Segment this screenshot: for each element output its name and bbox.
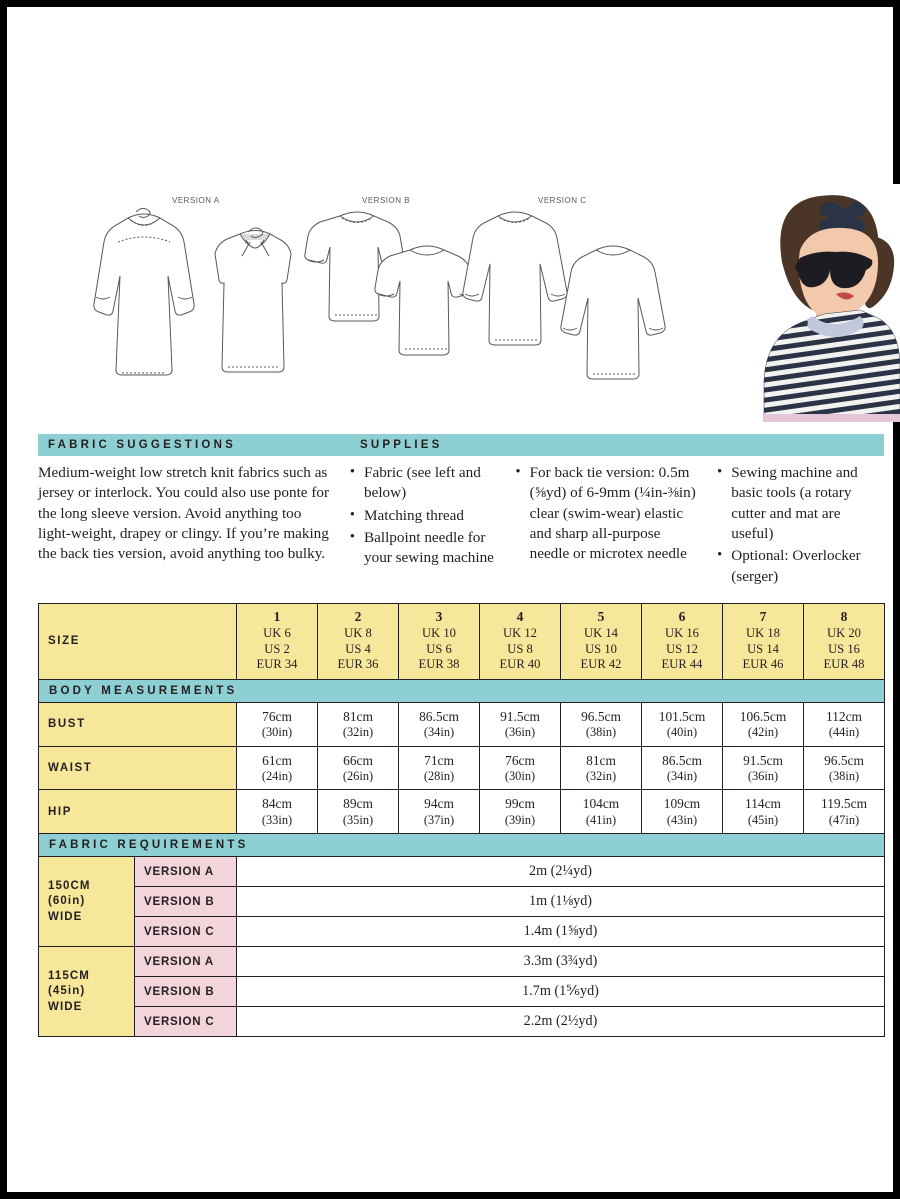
value-in: (36in) (504, 724, 536, 739)
size-column-1 (237, 604, 318, 680)
supplies-item: ● For back tie version: 0.5m (⅝yd) of 6-9mm (¼in-⅜in) clear (swim-wear) elastic and sharp all-purpose needle or microtex needle (516, 463, 704, 565)
fabric-amount: 1.4m (1⅝yd) (237, 917, 885, 947)
fabric-requirements-header-row (39, 834, 885, 857)
size-eur: EUR 36 (337, 657, 379, 672)
value-cm: 119.5cm (821, 796, 867, 812)
value-cm: 66cm (343, 752, 373, 768)
body-measurements-header-cell (39, 679, 885, 702)
fabric-width-150cm (39, 857, 135, 947)
fabric-version-label: VERSION A (135, 857, 237, 887)
supplies-column-1 (350, 463, 516, 589)
size-column-4 (480, 604, 561, 680)
size-us: US 2 (264, 641, 290, 656)
illustration-strip (14, 174, 900, 414)
size-uk: UK 14 (584, 626, 618, 641)
fabric-version-label: VERSION C (135, 1007, 237, 1037)
waist-value-6 (642, 746, 723, 790)
fabric-requirements-header-cell (39, 834, 885, 857)
hip-value-2 (318, 790, 399, 834)
fabric-version-label: VERSION B (135, 887, 237, 917)
width-line-2: (45in) (48, 985, 86, 998)
table-row (39, 947, 885, 977)
width-line-3: WIDE (48, 1000, 83, 1013)
waist-value-8 (804, 746, 885, 790)
value-cm: 106.5cm (739, 708, 787, 724)
size-number: 1 (273, 609, 281, 624)
version-b-label: VERSION B (362, 196, 411, 205)
bust-value-6 (642, 702, 723, 746)
value-cm: 76cm (262, 708, 292, 724)
row-label-bust: BUST (39, 702, 237, 746)
technical-drawing-version-a-front (84, 202, 204, 402)
model-photo (704, 184, 900, 422)
fabric-version-label: VERSION B (135, 977, 237, 1007)
technical-drawing-version-c-back (554, 236, 672, 396)
supplies-header: SUPPLIES (350, 434, 884, 456)
value-in: (32in) (585, 768, 617, 783)
version-c-label: VERSION C (538, 196, 587, 205)
size-uk: UK 8 (344, 626, 372, 641)
supplies-column-2 (516, 463, 718, 589)
value-cm: 81cm (586, 752, 616, 768)
size-column-6 (642, 604, 723, 680)
table-row (39, 917, 885, 947)
table-row (39, 702, 885, 746)
value-in: (47in) (828, 812, 860, 827)
fabric-requirements-table (38, 834, 885, 1037)
value-cm: 112cm (826, 708, 862, 724)
value-in: (44in) (828, 724, 860, 739)
width-line-1: 115CM (48, 969, 90, 982)
value-in: (34in) (666, 768, 698, 783)
bust-value-7 (723, 702, 804, 746)
supplies-item: ● Fabric (see left and below) (350, 463, 502, 504)
waist-value-4 (480, 746, 561, 790)
fabric-suggestions-text: Medium-weight low stretch knit fabrics such as jersey or interlock. You could also use ponte for the long sleeve version. Avoid anything too light-weight, drapey or clingy. If you’re making the back ties version, avoid anything too bulky. (38, 464, 330, 563)
page-inner (14, 14, 900, 1199)
table-row (39, 790, 885, 834)
fabric-requirements-header: FABRIC REQUIREMENTS (49, 839, 249, 852)
size-eur: EUR 42 (580, 657, 622, 672)
supplies-column (350, 434, 884, 589)
table-row (39, 857, 885, 887)
width-line-1: 150CM (48, 879, 91, 892)
size-uk: UK 12 (503, 626, 537, 641)
hip-value-5 (561, 790, 642, 834)
value-cm: 86.5cm (662, 752, 702, 768)
fabric-supplies-band (38, 434, 884, 589)
value-in: (36in) (747, 768, 779, 783)
size-us: US 8 (507, 641, 533, 656)
size-uk: UK 10 (422, 626, 456, 641)
value-in: (45in) (747, 812, 779, 827)
value-cm: 76cm (505, 752, 535, 768)
size-us: US 14 (747, 641, 779, 656)
size-column-5 (561, 604, 642, 680)
size-eur: EUR 48 (823, 657, 865, 672)
fabric-amount: 1m (1⅛yd) (237, 887, 885, 917)
waist-value-3 (399, 746, 480, 790)
value-in: (28in) (423, 768, 455, 783)
size-uk: UK 20 (827, 626, 861, 641)
table-row (39, 887, 885, 917)
bust-value-3 (399, 702, 480, 746)
value-cm: 94cm (424, 796, 454, 812)
size-number: 3 (435, 609, 443, 624)
fabric-width-115cm (39, 947, 135, 1037)
value-in: (35in) (342, 812, 374, 827)
value-cm: 101.5cm (658, 708, 706, 724)
value-in: (38in) (828, 768, 860, 783)
value-cm: 81cm (343, 708, 373, 724)
bust-value-1 (237, 702, 318, 746)
hip-value-8 (804, 790, 885, 834)
size-eur: EUR 38 (418, 657, 460, 672)
technical-drawing-version-a-back (204, 220, 309, 400)
size-us: US 4 (345, 641, 371, 656)
waist-value-5 (561, 746, 642, 790)
bust-value-8 (804, 702, 885, 746)
size-us: US 6 (426, 641, 452, 656)
version-a-label: VERSION A (172, 196, 220, 205)
value-in: (42in) (747, 724, 779, 739)
size-column-7 (723, 604, 804, 680)
table-row (39, 1007, 885, 1037)
bust-value-5 (561, 702, 642, 746)
value-in: (37in) (423, 812, 455, 827)
supplies-item: ● Sewing machine and basic tools (a rotary cutter and mat are useful) (717, 463, 884, 544)
value-cm: 61cm (262, 752, 292, 768)
value-in: (24in) (261, 768, 293, 783)
value-in: (26in) (342, 768, 374, 783)
fabric-suggestions-column (38, 434, 350, 589)
width-line-2: (60in) (48, 895, 86, 908)
size-us: US 12 (666, 641, 698, 656)
value-cm: 89cm (343, 796, 373, 812)
value-cm: 96.5cm (581, 708, 621, 724)
value-cm: 84cm (262, 796, 292, 812)
size-us: US 10 (585, 641, 617, 656)
hip-value-7 (723, 790, 804, 834)
size-number: 8 (840, 609, 848, 624)
value-in: (30in) (261, 724, 293, 739)
hip-value-1 (237, 790, 318, 834)
value-in: (38in) (585, 724, 617, 739)
size-eur: EUR 34 (256, 657, 298, 672)
row-label-waist: WAIST (39, 746, 237, 790)
size-number: 4 (516, 609, 524, 624)
size-us: US 16 (828, 641, 860, 656)
size-column-8 (804, 604, 885, 680)
size-eur: EUR 44 (661, 657, 703, 672)
value-in: (30in) (504, 768, 536, 783)
fabric-amount: 2.2m (2½yd) (237, 1007, 885, 1037)
size-eur: EUR 40 (499, 657, 541, 672)
size-column-3 (399, 604, 480, 680)
fabric-amount: 2m (2¼yd) (237, 857, 885, 887)
value-cm: 91.5cm (743, 752, 783, 768)
size-uk: UK 6 (263, 626, 291, 641)
measurement-tables (38, 603, 884, 1037)
waist-value-1 (237, 746, 318, 790)
size-row-label: SIZE (39, 604, 237, 680)
value-cm: 99cm (505, 796, 535, 812)
value-cm: 91.5cm (500, 708, 540, 724)
size-number: 7 (759, 609, 767, 624)
value-in: (34in) (423, 724, 455, 739)
size-number: 6 (678, 609, 686, 624)
fabric-suggestions-header: FABRIC SUGGESTIONS (38, 434, 350, 456)
value-cm: 104cm (582, 796, 620, 812)
supplies-column-3 (717, 463, 884, 589)
value-in: (39in) (504, 812, 536, 827)
size-number: 2 (354, 609, 362, 624)
value-cm: 109cm (663, 796, 701, 812)
size-uk: UK 16 (665, 626, 699, 641)
value-in: (40in) (666, 724, 698, 739)
size-number: 5 (597, 609, 605, 624)
size-header-row (39, 604, 885, 680)
value-cm: 86.5cm (419, 708, 459, 724)
hip-value-4 (480, 790, 561, 834)
hip-value-3 (399, 790, 480, 834)
size-column-2 (318, 604, 399, 680)
value-in: (41in) (585, 812, 617, 827)
supplies-item: ● Matching thread (350, 506, 502, 526)
bust-value-4 (480, 702, 561, 746)
waist-value-2 (318, 746, 399, 790)
value-in: (33in) (261, 812, 293, 827)
fabric-version-label: VERSION C (135, 917, 237, 947)
supplies-item: ● Optional: Overlocker (serger) (717, 546, 884, 587)
width-line-3: WIDE (48, 910, 83, 923)
body-measurements-header: BODY MEASUREMENTS (49, 684, 238, 697)
value-cm: 114cm (745, 796, 781, 812)
bust-value-2 (318, 702, 399, 746)
value-cm: 71cm (424, 752, 454, 768)
table-row (39, 746, 885, 790)
value-in: (32in) (342, 724, 374, 739)
size-uk: UK 18 (746, 626, 780, 641)
fabric-amount: 3.3m (3¾yd) (237, 947, 885, 977)
fabric-version-label: VERSION A (135, 947, 237, 977)
supplies-item: ● Ballpoint needle for your sewing machine (350, 528, 502, 569)
size-and-measurements-table (38, 603, 885, 834)
hip-value-6 (642, 790, 723, 834)
fabric-amount: 1.7m (1⅚yd) (237, 977, 885, 1007)
size-eur: EUR 46 (742, 657, 784, 672)
body-measurements-header-row (39, 679, 885, 702)
value-in: (43in) (666, 812, 698, 827)
row-label-hip: HIP (39, 790, 237, 834)
value-cm: 96.5cm (824, 752, 864, 768)
table-row (39, 977, 885, 1007)
waist-value-7 (723, 746, 804, 790)
